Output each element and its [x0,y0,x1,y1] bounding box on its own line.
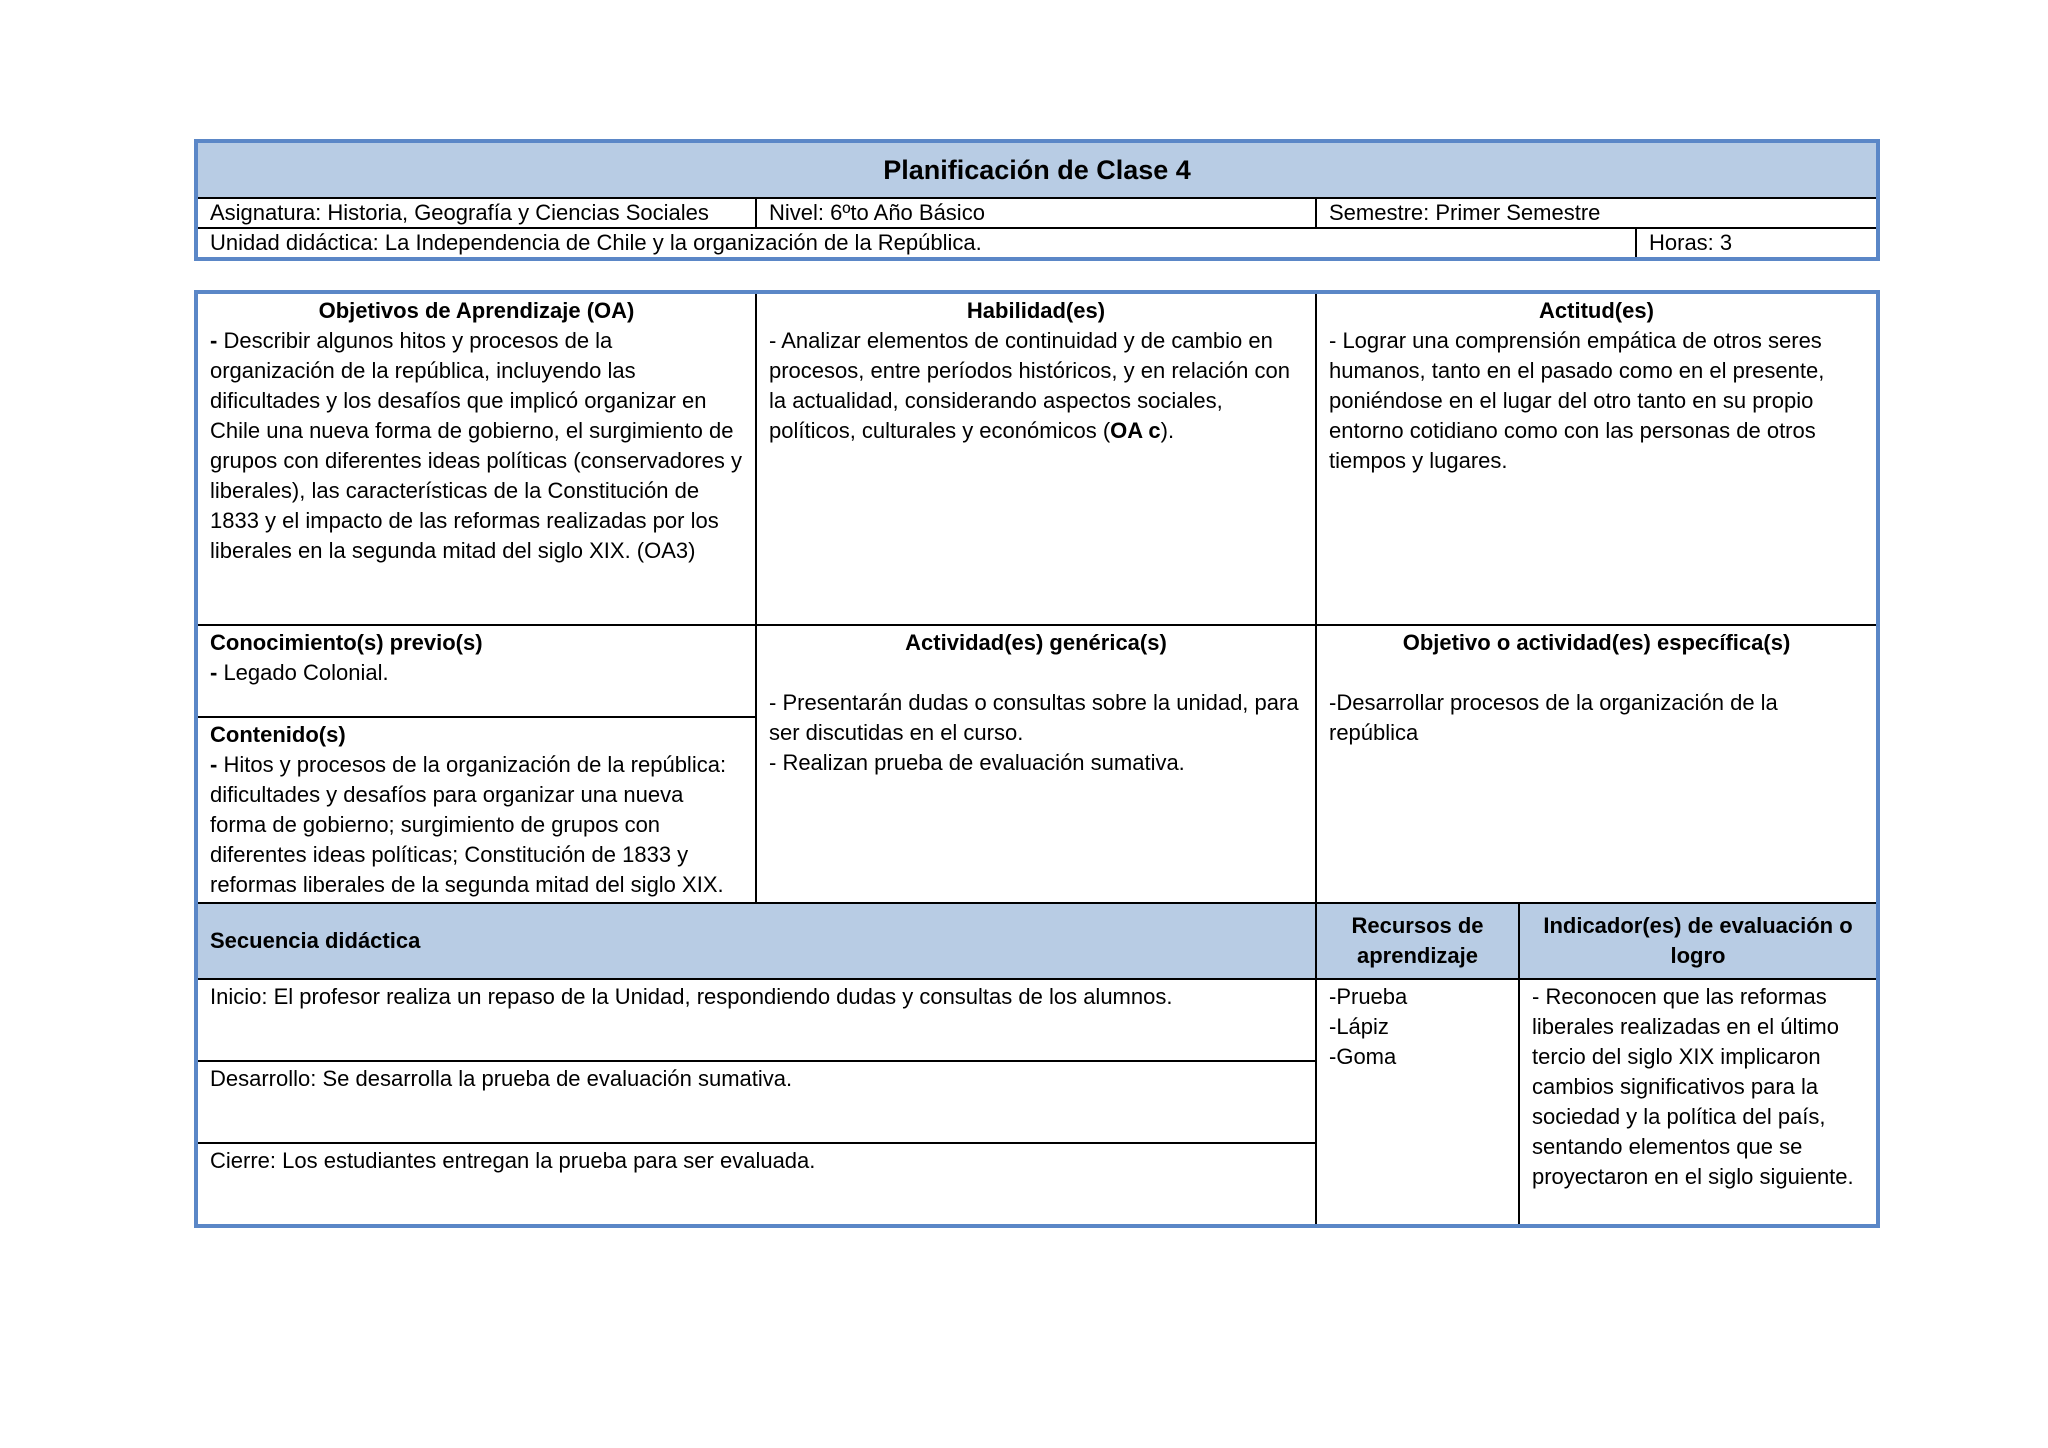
generic-activities-text: - Presentarán dudas o consultas sobre la unidad, para ser discutidas en el curso. - Realizan prueba de evaluación sumativa. [769,690,1299,775]
subject-field: Asignatura: Historia, Geografía y Ciencias Sociales [196,198,756,228]
level-field: Nivel: 6ºto Año Básico [756,198,1316,228]
page-title: Planificación de Clase 4 [196,141,1878,198]
skills-cell [756,292,1316,625]
hours-field: Horas: 3 [1636,228,1878,259]
specific-activities-heading: Objetivo o actividad(es) específica(s) [1402,630,1791,655]
generic-activities-cell [756,625,1316,903]
objectives-cell [196,292,756,625]
sequence-heading: Secuencia didáctica [196,903,1316,979]
objectives-heading: Objetivos de Aprendizaje (OA) [318,298,635,323]
skills-heading: Habilidad(es) [966,298,1106,323]
skills-text: - Analizar elementos de continuidad y de cambio en procesos, entre períodos históricos, y en relación con la actualidad, considerando aspectos sociales, políticos, culturales y económicos (OA c). [769,328,1290,443]
resources-heading: Recursos de aprendizaje [1316,903,1519,979]
objectives-text: - Describir algunos hitos y procesos de la organización de la república, incluyendo las dificultades y los desafíos que implicó organizar en Chile una nueva forma de gobierno, el surgimiento de grupos con diferentes ideas políticas (conservadores y liberales), las características de la Constitución de 1833 y el impacto de las reformas realizadas por los liberales en la segunda mitad del siglo XIX. (OA3) [210,328,742,563]
resources-list: -Prueba -Lápiz -Goma [1316,979,1519,1226]
generic-activities-heading: Actividad(es) genérica(s) [905,630,1167,655]
attitudes-cell [1316,292,1878,625]
class-plan-body [194,290,1880,1228]
stage-start: Inicio: El profesor realiza un repaso de la Unidad, respondiendo dudas y consultas de los alumnos. [196,979,1316,1061]
attitudes-text: - Lograr una comprensión empática de otros seres humanos, tanto en el pasado como en el presente, poniéndose en el lugar del otro tanto en su propio entorno cotidiano como con las personas de otros tiempos y lugares. [1329,328,1825,473]
class-plan-header [194,139,1880,261]
attitudes-heading: Actitud(es) [1539,298,1654,323]
content-cell [196,717,756,903]
stage-closing: Cierre: Los estudiantes entregan la prueba para ser evaluada. [196,1143,1316,1226]
unit-field: Unidad didáctica: La Independencia de Chile y la organización de la República. [196,228,1636,259]
prior-knowledge-text: - Legado Colonial. [210,660,389,685]
prior-knowledge-heading: Conocimiento(s) previo(s) [210,630,483,655]
prior-knowledge-cell [196,625,756,717]
stage-development: Desarrollo: Se desarrolla la prueba de evaluación sumativa. [196,1061,1316,1143]
specific-activities-cell [1316,625,1878,903]
specific-activities-text: -Desarrollar procesos de la organización de la república [1329,690,1778,745]
indicators-text: - Reconocen que las reformas liberales realizadas en el último tercio del siglo XIX implicaron cambios significativos para la sociedad y la política del país, sentando elementos que se proyectaron en el siglo siguiente. [1519,979,1878,1226]
semester-field: Semestre: Primer Semestre [1316,198,1878,228]
content-text: - Hitos y procesos de la organización de la república: dificultades y desafíos para organizar una nueva forma de gobierno; surgimiento de grupos con diferentes ideas políticas; Constitución de 1833 y reformas liberales de la segunda mitad del siglo XIX. [210,752,727,897]
indicators-heading: Indicador(es) de evaluación o logro [1519,903,1878,979]
content-heading: Contenido(s) [210,722,346,747]
